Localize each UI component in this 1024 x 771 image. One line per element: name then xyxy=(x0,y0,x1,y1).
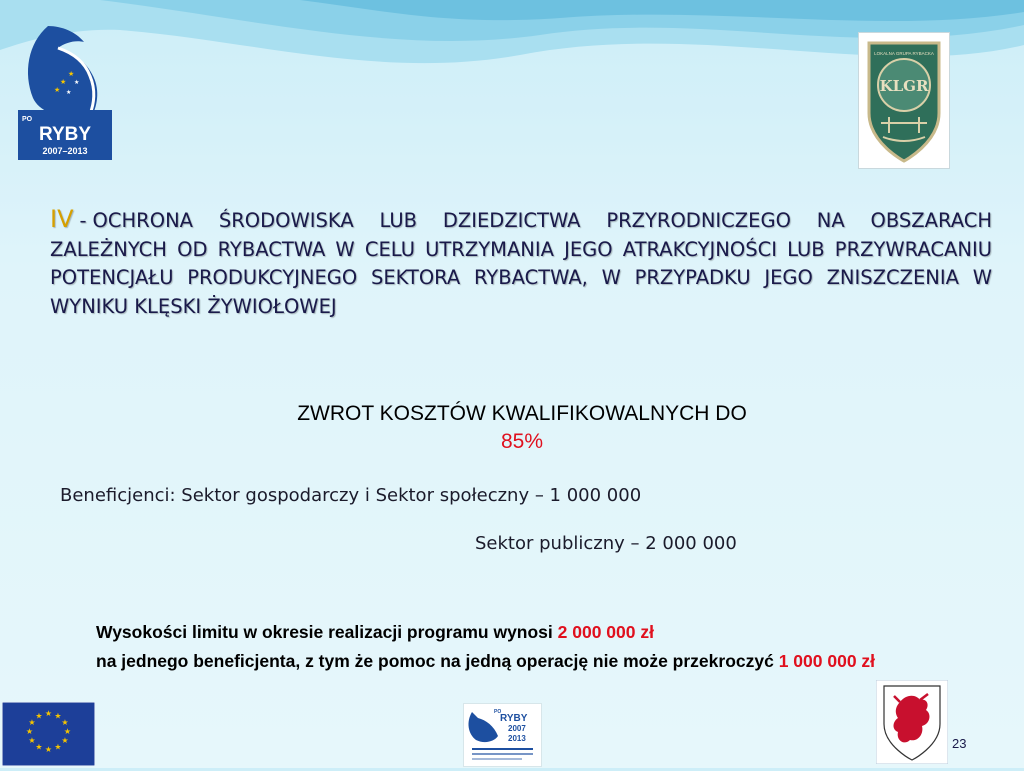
page-number: 23 xyxy=(952,736,967,751)
po-ryby-logo xyxy=(18,18,112,160)
svg-text:★: ★ xyxy=(68,70,75,78)
svg-text:★: ★ xyxy=(61,736,69,745)
small-logo-ryby: RYBY xyxy=(500,713,528,724)
reimbursement-percent: 85% xyxy=(500,430,544,453)
svg-text:★: ★ xyxy=(63,727,72,736)
limit-text-1: Wysokości limitu w okresie realizacji programu wynosi xyxy=(96,622,558,642)
section-title xyxy=(50,205,992,321)
svg-text:★: ★ xyxy=(25,727,34,736)
beneficiaries-line-1: Beneficjenci: Sektor gospodarczy i Sektor społeczny – 1 000 000 xyxy=(60,485,642,506)
lgr-shield-icon xyxy=(859,33,949,168)
logo-ryby-text: RYBY xyxy=(38,124,92,145)
griffin-coat-of-arms-icon xyxy=(876,680,948,764)
reimbursement-text: ZWROT KOSZTÓW KWALIFIKOWALNYCH DO xyxy=(297,402,747,425)
svg-text:★: ★ xyxy=(74,79,80,86)
limit-text-2: na jednego beneficjenta, z tym że pomoc na jedną operację nie może przekroczyć xyxy=(96,650,779,671)
section-numeral: IV xyxy=(50,205,74,233)
svg-text:★: ★ xyxy=(54,742,62,752)
lgr-mark-text: KLGR xyxy=(879,77,929,95)
limit-amount-2: 1 000 000 zł xyxy=(778,650,876,671)
svg-text:★: ★ xyxy=(44,745,53,754)
svg-text:★: ★ xyxy=(54,86,61,94)
logo-years-text: 2007–2013 xyxy=(42,146,88,156)
svg-text:★: ★ xyxy=(35,711,43,721)
svg-text:★: ★ xyxy=(54,711,62,721)
small-logo-po: PO xyxy=(494,709,502,715)
svg-text:★: ★ xyxy=(35,742,43,752)
reimbursement-heading xyxy=(160,402,884,454)
section-title-text: OCHRONA ŚRODOWISKA LUB DZIEDZICTWA PRZYRODNICZEGO NA OBSZARACH ZALEŻNYCH OD RYBACTWA W CELU UTRZYMANIA JEGO ATRAKCYJNOŚCI LUB PRZYWRACANIU POTENCJAŁU PRODUKCYJNEGO SEKTORA RYBACTWA, W PRZYPADKU JEGO ZNISZCZENIA W WYNIKU KLĘSKI ŻYWIOŁOWEJ xyxy=(50,209,992,318)
svg-text:★: ★ xyxy=(28,736,36,745)
svg-text:★: ★ xyxy=(28,718,36,727)
ryby-fish-icon xyxy=(464,704,541,766)
beneficiaries-line-2: Sektor publiczny – 2 000 000 xyxy=(475,533,737,554)
limit-paragraph xyxy=(96,618,936,675)
logo-po-text: PO xyxy=(22,116,33,123)
small-logo-year1: 2007 xyxy=(508,724,526,733)
po-ryby-small-logo xyxy=(463,703,542,767)
eu-flag-icon xyxy=(2,702,95,766)
small-logo-year2: 2013 xyxy=(508,734,526,743)
svg-text:★: ★ xyxy=(61,718,69,727)
lgr-ring-text: LOKALNA GRUPA RYBACKA xyxy=(874,51,934,56)
svg-text:★: ★ xyxy=(44,709,53,718)
lgr-emblem xyxy=(858,32,950,169)
title-dash: - xyxy=(79,209,87,232)
limit-amount-1: 2 000 000 zł xyxy=(557,622,654,642)
svg-text:★: ★ xyxy=(66,89,72,96)
svg-text:★: ★ xyxy=(60,78,67,86)
